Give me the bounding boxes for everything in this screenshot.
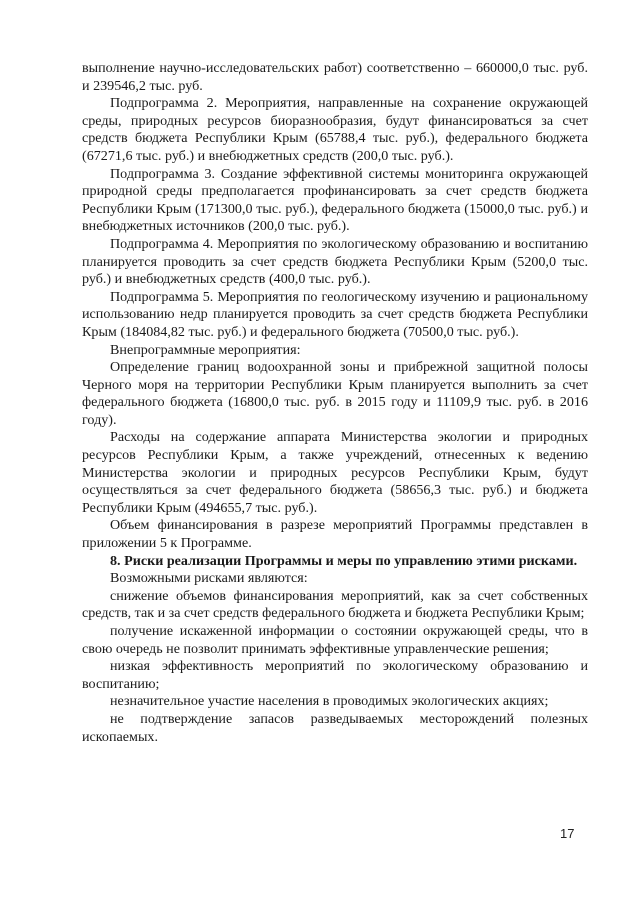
paragraph-financing-continuation: выполнение научно-исследовательских работ) соответственно – 660000,0 тыс. руб. и 239546,2 тыс. руб. bbox=[82, 60, 588, 94]
risk-item: низкая эффективность мероприятий по экологическому образованию и воспитанию; bbox=[82, 658, 588, 692]
section-heading-risks: 8. Риски реализации Программы и меры по управлению этими рисками. bbox=[110, 552, 578, 569]
paragraph-water-protection-zone: Определение границ водоохранной зоны и прибрежной защитной полосы Черного моря на территории Республики Крым планируется выполнить за счет федерального бюджета (16800,0 тыс. руб. в 2015 году и 11109,9 тыс. руб. в 2016 году). bbox=[82, 359, 588, 428]
paragraph-ministry-expenses: Расходы на содержание аппарата Министерства экологии и природных ресурсов Республики Крым, а также учреждений, отнесенных к ведению Министерства экологии и природных ресурсов Республики Крым, будут осуществляться за счет федерального бюджета (58656,3 тыс. руб.) и бюджета Республики Крым (494655,7 тыс. руб.). bbox=[82, 429, 588, 516]
page-number: 17 bbox=[560, 826, 575, 841]
paragraph-non-program-intro: Внепрограммные мероприятия: bbox=[110, 341, 301, 358]
risk-item: получение искаженной информации о состоянии окружающей среды, что в свою очередь не позволит принимать эффективные управленческие решения; bbox=[82, 623, 588, 657]
paragraph-subprogram-4: Подпрограмма 4. Мероприятия по экологическому образованию и воспитанию планируется проводить за счет средств бюджета Республики Крым (5200,0 тыс. руб.) и внебюджетных средств (400,0 тыс. руб.). bbox=[82, 235, 588, 288]
risk-item: снижение объемов финансирования мероприятий, как за счет собственных средств, так и за счет средств федерального бюджета и бюджета Республики Крым; bbox=[82, 587, 588, 622]
document-page bbox=[82, 60, 588, 746]
risk-item: не подтверждение запасов разведываемых месторождений полезных ископаемых. bbox=[82, 710, 588, 745]
paragraph-subprogram-5: Подпрограмма 5. Мероприятия по геологическому изучению и рациональному использованию недр планируется проводить за счет средств бюджета Республики Крым (184084,82 тыс. руб.) и федерального бюджета (70500,0 тыс. руб.). bbox=[82, 288, 588, 340]
paragraph-subprogram-3: Подпрограмма 3. Создание эффективной системы мониторинга окружающей природной среды предполагается профинансировать за счет средств бюджета Республики Крым (171300,0 тыс. руб.), федерального бюджета (15000,0 тыс. руб.) и внебюджетных источников (200,0 тыс. руб.). bbox=[82, 165, 588, 235]
paragraph-risks-intro: Возможными рисками являются: bbox=[110, 570, 308, 587]
paragraph-subprogram-2: Подпрограмма 2. Мероприятия, направленные на сохранение окружающей среды, природных ресурсов биоразнообразия, будут финансироваться за счет средств бюджета Республики Крым (65788,4 тыс. руб.), федерального бюджета (67271,6 тыс. руб.) и внебюджетных средств (200,0 тыс. руб.). bbox=[82, 95, 588, 164]
paragraph-financing-appendix: Объем финансирования в разрезе мероприятий Программы представлен в приложении 5 к Программе. bbox=[82, 517, 588, 552]
risk-item: незначительное участие населения в проводимых экологических акциях; bbox=[110, 693, 549, 710]
